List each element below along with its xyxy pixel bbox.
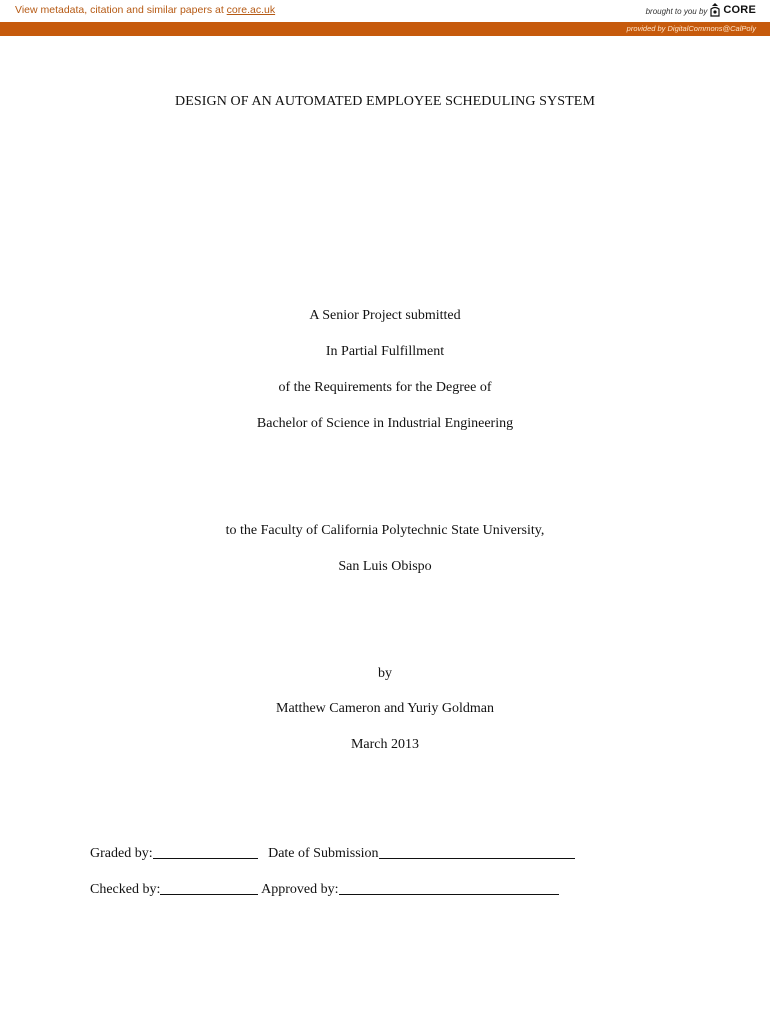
core-header-bar: [0, 0, 770, 22]
by-label: by: [378, 666, 392, 681]
approved-by-blank: [339, 880, 559, 895]
date-of-submission-label: Date of Submission: [268, 846, 379, 861]
signature-row-2: [90, 880, 559, 898]
author-names: Matthew Cameron and Yuriy Goldman: [276, 701, 494, 716]
submission-line-2: In Partial Fulfillment: [325, 344, 445, 359]
date-of-submission-blank: [379, 844, 575, 859]
core-logo: CORE: [723, 4, 756, 16]
core-link[interactable]: core.ac.uk: [226, 4, 276, 16]
checked-by-blank: [160, 880, 258, 895]
graded-by-blank: [153, 844, 258, 859]
document-title: DESIGN OF AN AUTOMATED EMPLOYEE SCHEDULING SYSTEM: [175, 94, 595, 109]
institution-line-1: to the Faculty of California Polytechnic State University,: [225, 523, 545, 538]
core-logo-icon: [710, 3, 720, 17]
core-branding[interactable]: [646, 3, 756, 17]
submission-line-1: A Senior Project submitted: [309, 308, 461, 323]
graded-by-label: Graded by:: [90, 846, 153, 861]
signature-row-1: [90, 844, 575, 862]
degree-line: Bachelor of Science in Industrial Engineering: [256, 416, 514, 431]
approved-by-label: Approved by:: [261, 882, 339, 897]
core-metadata-notice: [15, 4, 275, 16]
submission-line-3: of the Requirements for the Degree of: [278, 380, 492, 395]
brought-by-text: brought to you by: [645, 6, 708, 16]
date-line: March 2013: [350, 737, 420, 752]
provided-by-text[interactable]: provided by DigitalCommons@CalPoly: [626, 24, 756, 33]
checked-by-label: Checked by:: [90, 882, 161, 897]
core-metadata-text: View metadata, citation and similar papers at: [15, 4, 227, 16]
institution-line-2: San Luis Obispo: [338, 559, 432, 574]
